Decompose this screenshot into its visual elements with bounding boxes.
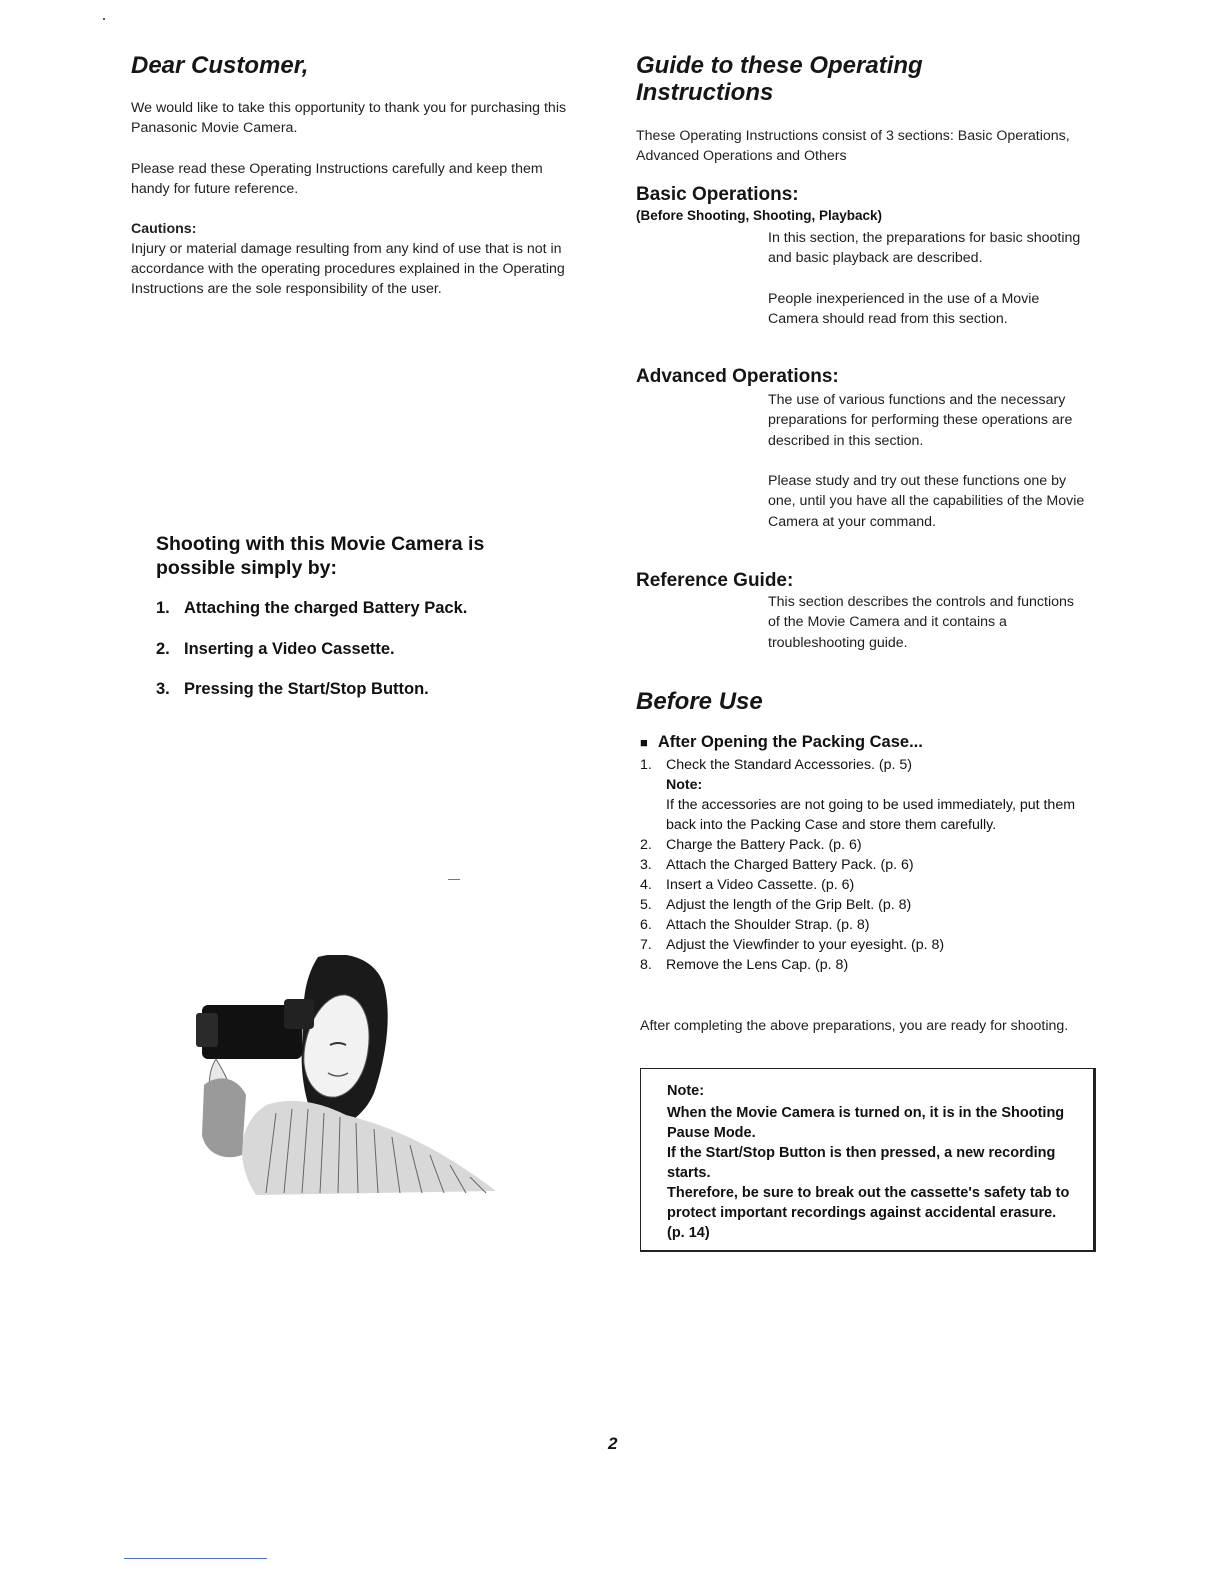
basic-operations-subheading: (Before Shooting, Shooting, Playback) [636,208,883,223]
before-use-title: Before Use [636,688,763,715]
dear-customer-title: Dear Customer, [131,52,309,79]
bottom-rule [124,1558,267,1559]
square-bullet-icon: ■ [640,735,648,750]
list-item: 4. Insert a Video Cassette. (p. 6) [640,877,855,893]
advanced-operations-text-2: Please study and try out these functions one by one, until you have all the capabilities of the Movie Camera at your command. [768,473,1085,530]
step-note-text: If the accessories are not going to be used immediately, put them back into the Packing Case and store them carefully. [666,797,1076,833]
list-item: 1. Check the Standard Accessories. (p. 5) Note: If the accessories are not going to be used immediately, put them back into the Packing Case and store them carefully. [640,755,1090,835]
shooting-step: 2. Inserting a Video Cassette. [156,639,395,658]
important-note-box [640,1068,1096,1252]
scan-dot [103,18,105,20]
packing-case-heading: ■ After Opening the Packing Case... [640,733,923,751]
advanced-operations-heading: Advanced Operations: [636,366,839,387]
stray-mark [448,879,460,880]
packing-steps-list [640,755,1090,975]
guide-intro: These Operating Instructions consist of 3 sections: Basic Operations, Advanced Operations and Others [636,128,1070,164]
shooting-step: 1. Attaching the charged Battery Pack. [156,599,468,617]
basic-operations-text-2: People inexperienced in the use of a Movie Camera should read from this section. [768,291,1040,328]
step-note-label: Note: [666,777,703,793]
note-label: Note: [667,1083,705,1099]
shooting-steps-list [156,598,576,720]
list-item: 7. Adjust the Viewfinder to your eyesight. (p. 8) [640,937,945,953]
reference-guide-heading: Reference Guide: [636,570,794,591]
note-line: Therefore, be sure to break out the cassette's safety tab to protect important recordings against accidental erasure. (p. 14) [667,1185,1070,1241]
shooting-heading: Shooting with this Movie Camera is possible simply by: [156,533,485,579]
page-number: 2 [608,1434,618,1453]
intro-paragraph-1: We would like to take this opportunity to thank you for purchasing this Panasonic Movie Camera. [131,100,567,136]
note-line: When the Movie Camera is turned on, it is in the Shooting Pause Mode. [667,1105,1065,1141]
guide-title: Guide to these Operating Instructions [636,52,923,106]
woman-with-camera-illustration [196,955,508,1201]
advanced-operations-text-1: The use of various functions and the necessary preparations for performing these operations are described in this section. [768,392,1073,449]
basic-operations-heading: Basic Operations: [636,184,799,205]
list-item: 5. Adjust the length of the Grip Belt. (p. 8) [640,897,912,913]
list-item: 3. Attach the Charged Battery Pack. (p. 6) [640,857,914,873]
list-item: 2. Charge the Battery Pack. (p. 6) [640,837,862,853]
note-line: If the Start/Stop Button is then pressed, a new recording starts. [667,1145,1056,1181]
cautions-label: Cautions: [131,221,197,237]
basic-operations-text-1: In this section, the preparations for basic shooting and basic playback are described. [768,230,1081,267]
intro-paragraph-2: Please read these Operating Instructions carefully and keep them handy for future reference. [131,161,543,197]
shooting-step: 3. Pressing the Start/Stop Button. [156,680,429,698]
list-item: 6. Attach the Shoulder Strap. (p. 8) [640,917,870,933]
after-preparations-text: After completing the above preparations, you are ready for shooting. [640,1018,1069,1034]
reference-guide-text: This section describes the controls and functions of the Movie Camera and it contains a troubleshooting guide. [768,594,1074,651]
cautions-text: Injury or material damage resulting from any kind of use that is not in accordance with the operating procedures explained in the Operating Instructions are the sole responsibility of the user. [131,241,565,297]
list-item: 8. Remove the Lens Cap. (p. 8) [640,957,849,973]
